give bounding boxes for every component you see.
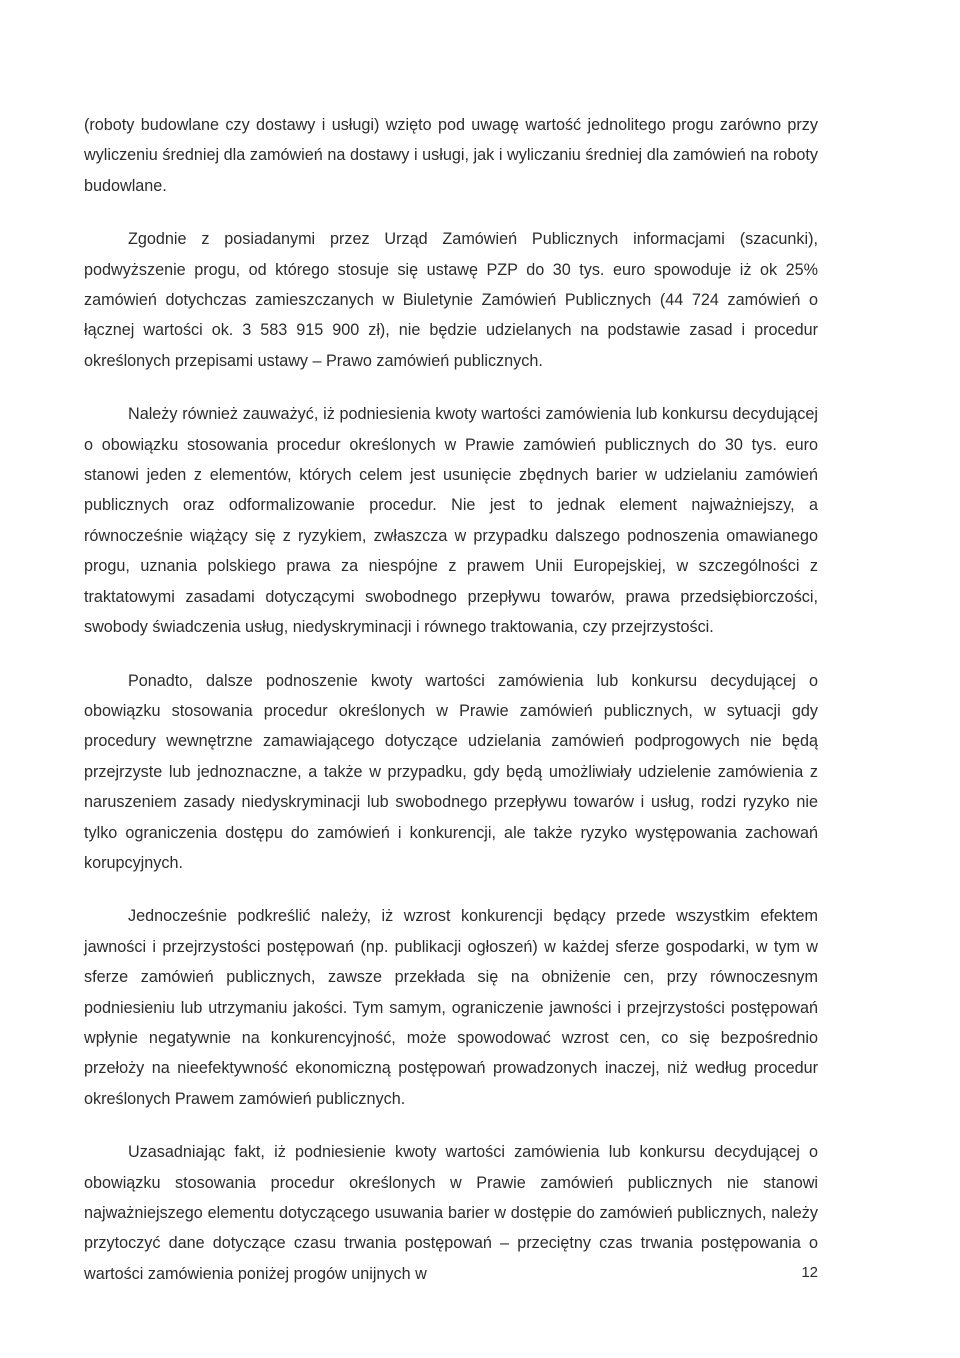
page-number: 12 <box>801 1264 818 1281</box>
paragraph-6: Uzasadniając fakt, iż podniesienie kwoty wartości zamówienia lub konkursu decydującej o obowiązku stosowania procedur określonych w Prawie zamówień publicznych nie stanowi najważniejszego elementu dotyczącego usuwania barier w dostępie do zamówień publicznych, należy przytoczyć dane dotyczące czasu trwania postępowań – przeciętny czas trwania postępowania o wartości zamówienia poniżej progów unijnych w <box>84 1143 818 1283</box>
document-body <box>84 110 818 1289</box>
paragraph-4: Ponadto, dalsze podnoszenie kwoty wartości zamówienia lub konkursu decydującej o obowiązku stosowania procedur określonych w Prawie zamówień publicznych, w sytuacji gdy procedury wewnętrzne zamawiającego dotyczące udzielania zamówień podprogowych nie będą przejrzyste lub jednoznaczne, a także w przypadku, gdy będą umożliwiały udzielenie zamówienia z naruszeniem zasady niedyskryminacji lub swobodnego przepływu towarów i usług, rodzi ryzyko nie tylko ograniczenia dostępu do zamówień i konkurencji, ale także ryzyko występowania zachowań korupcyjnych. <box>84 671 818 872</box>
paragraph-3: Należy również zauważyć, iż podniesienia kwoty wartości zamówienia lub konkursu decydującej o obowiązku stosowania procedur określonych w Prawie zamówień publicznych do 30 tys. euro stanowi jeden z elementów, których celem jest usunięcie zbędnych barier w udzielaniu zamówień publicznych oraz odformalizowanie procedur. Nie jest to jednak element najważniejszy, a równocześnie wiążący się z ryzykiem, zwłaszcza w przypadku dalszego podnoszenia omawianego progu, uznania polskiego prawa za niespójne z prawem Unii Europejskiej, w szczególności z traktatowymi zasadami dotyczącymi swobodnego przepływu towarów, prawa przedsiębiorczości, swobody świadczenia usług, niedyskryminacji i równego traktowania, czy przejrzystości. <box>84 405 818 637</box>
paragraph-1: (roboty budowlane czy dostawy i usługi) wzięto pod uwagę wartość jednolitego progu zarówno przy wyliczeniu średniej dla zamówień na dostawy i usługi, jak i wyliczaniu średniej dla zamówień na roboty budowlane. <box>84 116 818 195</box>
paragraph-2: Zgodnie z posiadanymi przez Urząd Zamówień Publicznych informacjami (szacunki), podwyższenie progu, od którego stosuje się ustawę PZP do 30 tys. euro spowoduje iż ok 25% zamówień dotychczas zamieszczanych w Biuletynie Zamówień Publicznych (44 724 zamówień o łącznej wartości ok. 3 583 915 900 zł), nie będzie udzielanych na podstawie zasad i procedur określonych przepisami ustawy – Prawo zamówień publicznych. <box>84 230 818 370</box>
paragraph-5: Jednocześnie podkreślić należy, iż wzrost konkurencji będący przede wszystkim efektem jawności i przejrzystości postępowań (np. publikacji ogłoszeń) w każdej sferze gospodarki, w tym w sferze zamówień publicznych, zawsze przekłada się na obniżenie cen, przy równoczesnym podniesieniu lub utrzymaniu jakości. Tym samym, ograniczenie jawności i przejrzystości postępowań wpłynie negatywnie na konkurencyjność, może spowodować wzrost cen, co się bezpośrednio przełoży na nieefektywność ekonomiczną postępowań prowadzonych inaczej, niż według procedur określonych Prawem zamówień publicznych. <box>84 907 818 1108</box>
